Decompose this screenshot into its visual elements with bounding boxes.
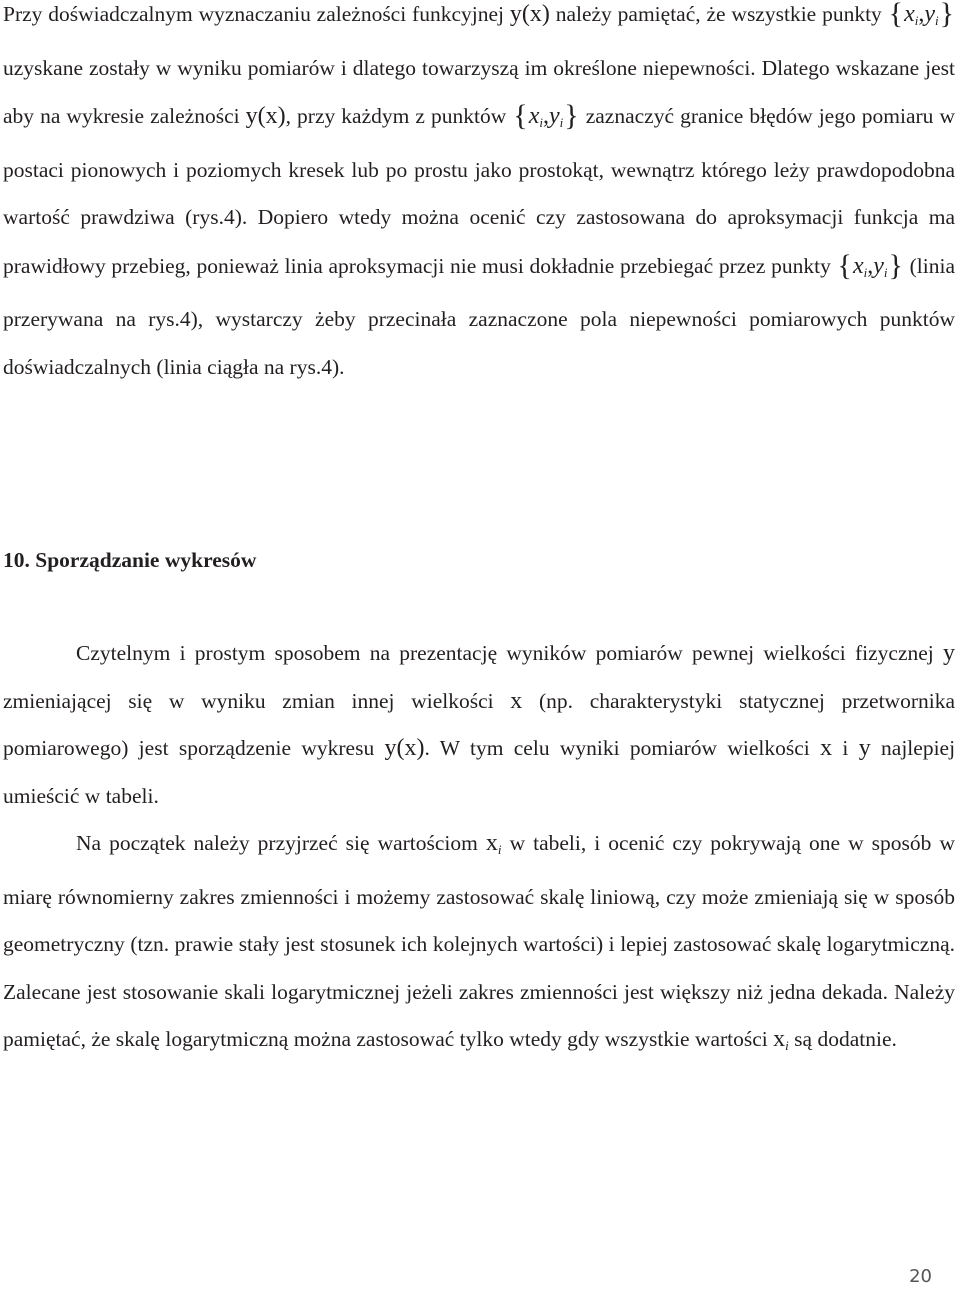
text: uzyskane zostały w wyniku pomiarów i dlatego towarzyszą im określone niepewności. Dlatego wskazane jest aby na wykresie zależności	[3, 55, 955, 128]
formula-x: x	[820, 735, 833, 761]
formula-xi-yi: $\{x_i,y_i\}$	[513, 99, 579, 132]
paragraph-uncertainty	[3, 0, 955, 391]
text: są dodatnie.	[794, 1027, 897, 1051]
formula-xi: $x_i$	[485, 830, 502, 857]
text: , przy każdym z punktów	[285, 104, 507, 128]
formula-yx: y(x)	[509, 1, 550, 27]
text: (linia przerywana na rys.4), wystarczy żeby przecinała zaznaczone pola niepewności pomiarowych punktów doświadczalnych (linia ciągła na rys.4).	[3, 253, 956, 379]
formula-yx: y(x)	[384, 735, 425, 761]
paragraph-scale	[3, 820, 955, 1070]
formula-xi-yi: $\{x_i,y_i\}$	[837, 248, 903, 282]
formula-xi: $x_i$	[773, 1026, 789, 1053]
text: . W tym celu wyniki pomiarów wielkości	[424, 736, 810, 760]
text: zaznaczyć granice błędów jego pomiaru w postaci pionowych i poziomych kresek lub po prostu jako prostokąt, wewnątrz którego leży prawdopodobna wartość prawdziwa (rys.4). Dopiero wtedy można ocenić czy zastosowana do aproksymacji funkcja ma prawidłowy przebieg, ponieważ linia aproksymacji nie musi dokładnie przebiegać przez punkty	[3, 104, 955, 278]
text: najlepiej umieścić w tabeli.	[3, 736, 956, 808]
formula-y: y	[858, 735, 871, 761]
page-number: 20	[909, 1266, 932, 1287]
formula-xi-yi: $\{x_i,y_i\}$	[888, 0, 955, 30]
text: Na początek należy przyjrzeć się wartościom	[76, 831, 478, 855]
paragraph-charts	[3, 630, 955, 820]
formula-x: x	[510, 687, 523, 714]
text: i	[842, 736, 849, 760]
formula-y: y	[943, 640, 955, 666]
text: Przy doświadczalnym wyznaczaniu zależności funkcyjnej	[3, 2, 504, 26]
text: (np. charakterystyki statycznej przetwornika pomiarowego) jest sporządzenie wykresu	[3, 688, 956, 760]
text: zmieniającej się w wyniku zmian innej wielkości	[3, 688, 494, 713]
text: Czytelnym i prostym sposobem na prezentację wyników pomiarów pewnej wielkości fizycznej	[76, 641, 934, 665]
formula-yx: y(x)	[245, 103, 286, 129]
section-heading: 10. Sporządzanie wykresów	[3, 548, 257, 572]
text: należy pamiętać, że wszystkie punkty	[555, 2, 882, 26]
text: w tabeli, i ocenić czy pokrywają one w sposób w miarę równomierny zakres zmienności i możemy zastosować skalę liniową, czy może zmieniają się w sposób geometryczny (tzn. prawie stały jest stosunek ich kolejnych wartości) i lepiej zastosować skalę logarytmiczną. Zalecane jest stosowanie skali logarytmicznej jeżeli zakres zmienności jest większy niż jedna dekada. Należy pamiętać, że skalę logarytmiczną można zastosować tylko wtedy gdy wszystkie wartości	[3, 831, 955, 1051]
